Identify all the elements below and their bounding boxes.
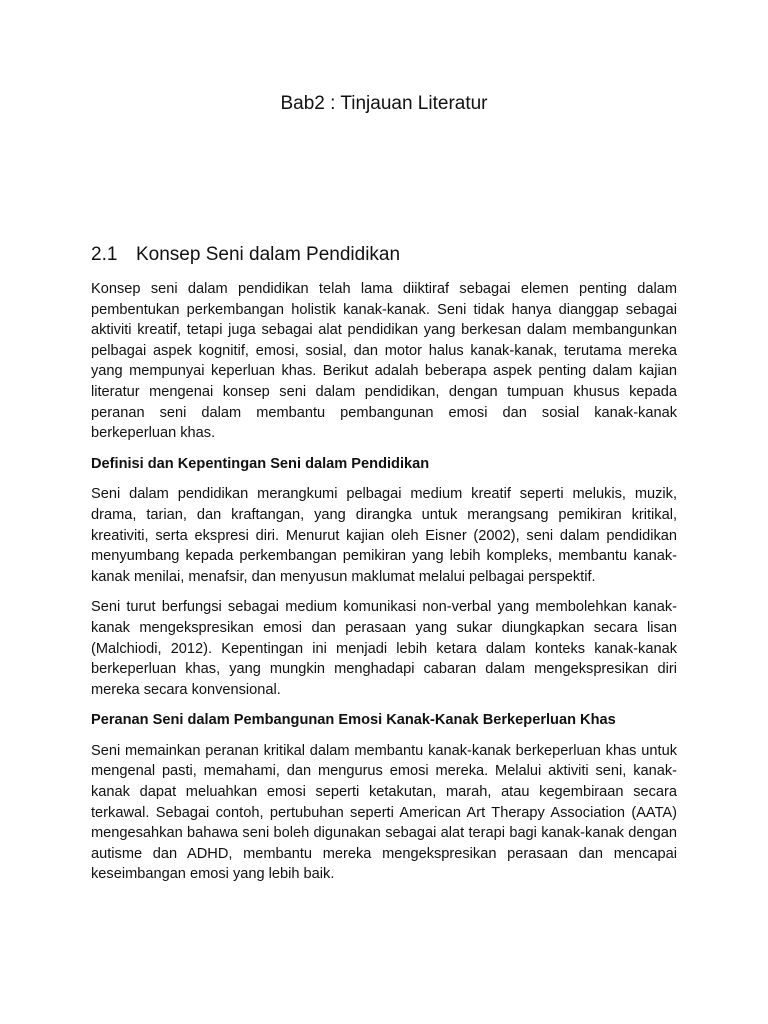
paragraph-definition-2: Seni turut berfungsi sebagai medium komunikasi non-verbal yang membolehkan kanak-kanak mengekspresikan emosi dan perasaan yang sukar diungkapkan secara lisan (Malchiodi, 2012). Kepentingan ini menjadi lebih ketara dalam konteks kanak-kanak berkeperluan khas, yang mungkin menghadapi cabaran dalam mengekspresikan diri mereka secara konvensional.	[91, 599, 677, 698]
subsection-heading-emotion-role: Peranan Seni dalam Pembangunan Emosi Kanak-Kanak Berkeperluan Khas	[91, 712, 616, 729]
section-heading	[91, 243, 677, 267]
subsection-heading-definition: Definisi dan Kepentingan Seni dalam Pendidikan	[91, 455, 430, 472]
section-number: 2.1	[91, 244, 118, 265]
intro-paragraph: Konsep seni dalam pendidikan telah lama diiktiraf sebagai elemen penting dalam pembentukan perkembangan holistik kanak-kanak. Seni tidak hanya dianggap sebagai aktiviti kreatif, tetapi juga sebagai alat pendidikan yang berkesan dalam membangunkan pelbagai aspek kognitif, emosi, sosial, dan motor halus kanak-kanak, terutama mereka yang mempunyai keperluan khas. Berikut adalah beberapa aspek penting dalam kajian literatur mengenai konsep seni dalam pendidikan, dengan tumpuan khusus kepada peranan seni dalam membantu pembangunan emosi dan sosial kanak-kanak berkeperluan khas.	[91, 281, 677, 442]
chapter-title: Bab2 : Tinjauan Literatur	[280, 93, 488, 114]
document-body	[91, 243, 677, 895]
paragraph-emotion-role-1: Seni memainkan peranan kritikal dalam membantu kanak-kanak berkeperluan khas untuk mengenal pasti, memahami, dan mengurus emosi mereka. Melalui aktiviti seni, kanak-kanak dapat meluahkan emosi seperti ketakutan, marah, atau kegembiraan secara terkawal. Sebagai contoh, pertubuhan seperti American Art Therapy Association (AATA) mengesahkan bahawa seni boleh digunakan sebagai alat terapi bagi kanak-kanak dengan autisme dan ADHD, membantu mereka mengekspresikan perasaan dan mencapai keseimbangan emosi yang lebih baik.	[91, 742, 677, 883]
paragraph-definition-1: Seni dalam pendidikan merangkumi pelbagai medium kreatif seperti melukis, muzik, drama, tarian, dan kraftangan, yang dirangka untuk merangsang pemikiran kritikal, kreativiti, serta ekspresi diri. Menurut kajian oleh Eisner (2002), seni dalam pendidikan menyumbang kepada perkembangan pemikiran yang lebih kompleks, membantu kanak-kanak menilai, menafsir, dan menyusun maklumat melalui pelbagai perspektif.	[91, 486, 677, 585]
section-title: Konsep Seni dalam Pendidikan	[136, 244, 401, 265]
